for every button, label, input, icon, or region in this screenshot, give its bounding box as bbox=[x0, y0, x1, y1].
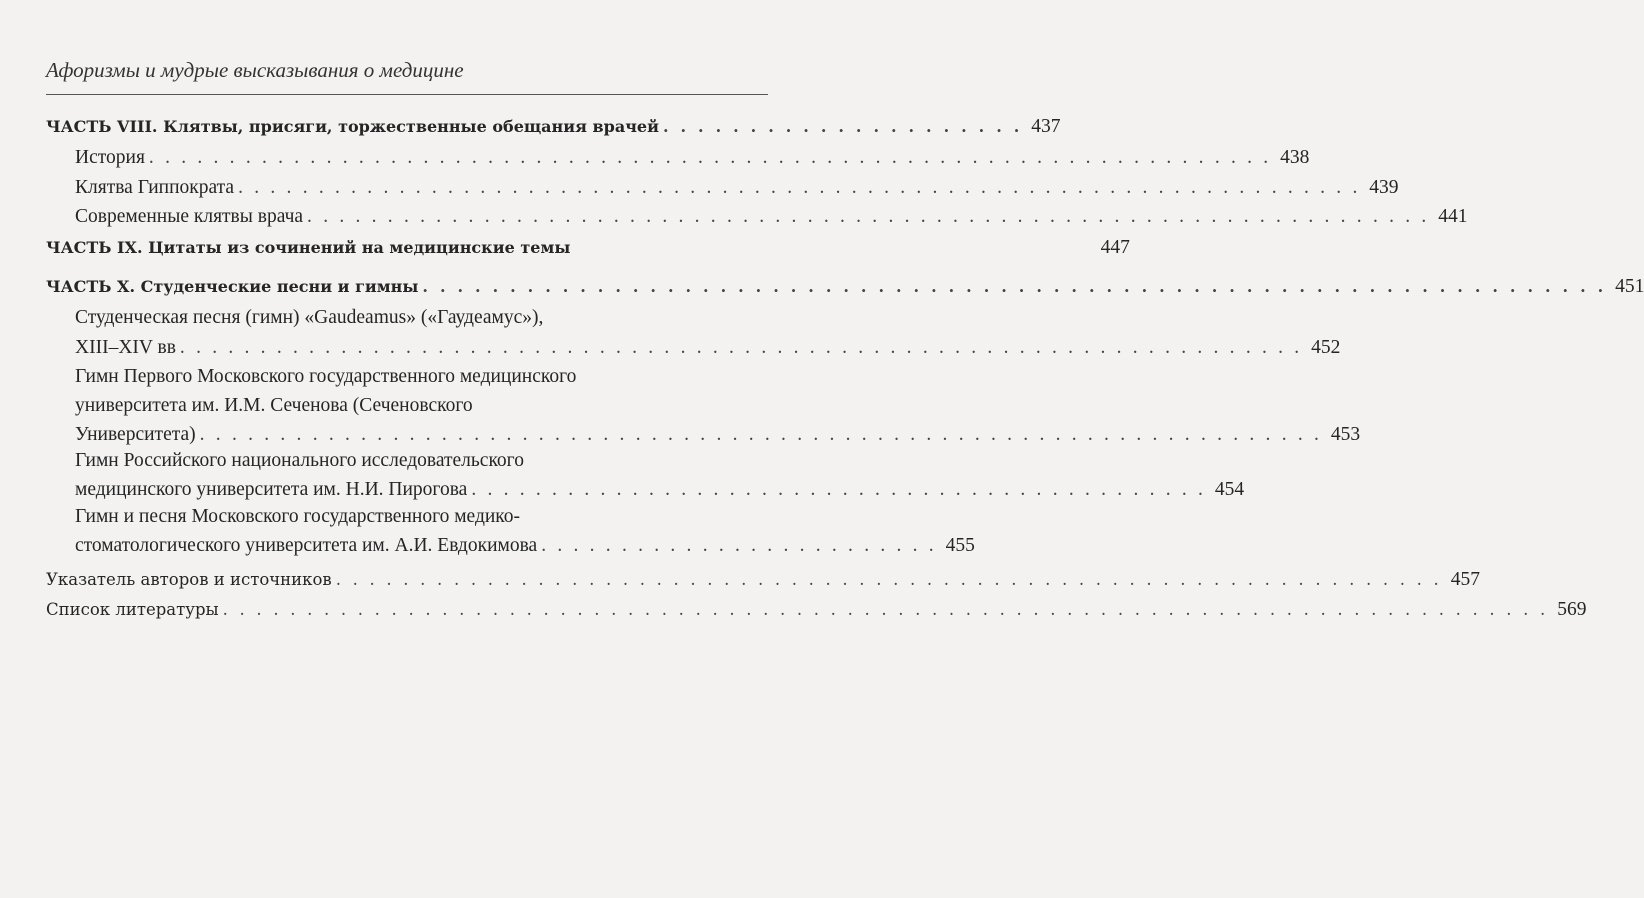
toc-entry-title-line: Студенческая песня (гимн) «Gaudeamus» («Гаудеамус»), bbox=[75, 307, 544, 328]
toc-page-number: 452 bbox=[1311, 337, 1341, 358]
toc-entry-title: История bbox=[75, 147, 145, 168]
toc-entry-title: Клятва Гиппократа bbox=[75, 177, 235, 198]
toc-entry-title-line: XIII–XIV вв bbox=[75, 337, 176, 358]
toc-entry-hippocratic-oath[interactable] bbox=[75, 175, 1399, 201]
leader-dots: . . . . . . . . . . . . . . . . . . . . . . . . . . . . . . . . . . . . . . . . . . . . . . . . . . . . . . . . . . . . . . . . . . . . . . bbox=[238, 177, 1361, 198]
leader-dots: . . . . . . . . . . . . . . . . . . . . . . . . . . . . . . . . . . . . . . . . . . . . . . . . . . . . . . . . . . . . . . . . . . . . . . bbox=[179, 337, 1303, 358]
toc-entry-gaudeamus[interactable] bbox=[75, 305, 1341, 361]
toc-entry-part-8[interactable] bbox=[46, 114, 1061, 140]
toc-entry-title-line: Гимн и песня Московского государственного медико- bbox=[75, 506, 521, 527]
toc-entry-sechenov-hymn[interactable] bbox=[75, 364, 1361, 448]
leader-dots bbox=[574, 235, 1091, 261]
leader-dots: . . . . . . . . . . . . . . . . . . . . . . . . . . . . . . . . . . . . . . . . . . . . . . . . . . . . . . . . . . . . . . . . . . . . . . bbox=[148, 147, 1272, 168]
toc-entry-title-line: стоматологического университета им. А.И. Евдокимова bbox=[75, 535, 538, 556]
running-head: Афоризмы и мудрые высказывания о медицине bbox=[46, 58, 464, 82]
toc-entry-title: ЧАСТЬ IX. Цитаты из сочинений на медицинские темы bbox=[46, 238, 571, 257]
toc-entry-evdokimov-hymn[interactable] bbox=[75, 504, 975, 559]
leader-dots: . . . . . . . . . . . . . . . . . . . . . . . . . . . . . . . . . . . . . . . . . . . . . . . . . . . . . . . . . . . . . . . . . . . . . . bbox=[307, 206, 1430, 227]
toc-page-number: 454 bbox=[1214, 479, 1245, 500]
toc-entry-title: ЧАСТЬ VIII. Клятвы, присяги, торжественные обещания врачей bbox=[46, 117, 659, 136]
leader-dots: . . . . . . . . . . . . . . . . . . . . . bbox=[662, 117, 1023, 136]
toc-entry-title: ЧАСТЬ X. Студенческие песни и гимны bbox=[46, 277, 419, 296]
toc-entry-title-line: Гимн Первого Московского государственного медицинского bbox=[75, 366, 577, 387]
leader-dots: . . . . . . . . . . . . . . . . . . . . . . . . . bbox=[541, 535, 937, 556]
leader-dots: . . . . . . . . . . . . . . . . . . . . . . . . . . . . . . . . . . . . . . . . . . . . . . . . . . . . . . . . . . . . . . . . . . . . . . bbox=[199, 424, 1323, 445]
toc-entry-title: Указатель авторов и источников bbox=[46, 570, 332, 589]
leader-dots: . . . . . . . . . . . . . . . . . . . . . . . . . . . . . . . . . . . . . . . . . . . . . . . . . . . . . . . . . . . . . . . . . . bbox=[335, 570, 1442, 589]
leader-dots: . . . . . . . . . . . . . . . . . . . . . . . . . . . . . . . . . . . . . . . . . . . . . . bbox=[471, 479, 1207, 500]
toc-page-number: 437 bbox=[1031, 116, 1061, 137]
toc-entry-bibliography[interactable] bbox=[46, 597, 1587, 623]
toc-entry-pirogov-hymn[interactable] bbox=[75, 448, 1245, 503]
toc-page-number: 451 bbox=[1615, 276, 1644, 297]
toc-entry-title-line: медицинского университета им. Н.И. Пирогова bbox=[75, 479, 468, 500]
leader-dots: . . . . . . . . . . . . . . . . . . . . . . . . . . . . . . . . . . . . . . . . . . . . . . . . . . . . . . . . . . . . . . . . . . . . bbox=[422, 277, 1607, 296]
toc-entry-title-line: Гимн Российского национального исследовательского bbox=[75, 450, 524, 471]
header-rule bbox=[46, 94, 768, 95]
leader-dots: . . . . . . . . . . . . . . . . . . . . . . . . . . . . . . . . . . . . . . . . . . . . . . . . . . . . . . . . . . . . . . . . . . . . . . . . . . . . . . . bbox=[222, 600, 1549, 619]
toc-entry-part-10[interactable] bbox=[46, 274, 1644, 300]
toc-entry-history[interactable] bbox=[75, 145, 1310, 171]
toc-entry-author-index[interactable] bbox=[46, 567, 1480, 593]
toc-page-number: 457 bbox=[1450, 569, 1480, 590]
toc-page-number: 438 bbox=[1280, 147, 1310, 168]
toc-entry-title-line: университета им. И.М. Сеченова (Сеченовского bbox=[75, 395, 473, 416]
toc-entry-title: Современные клятвы врача bbox=[75, 206, 304, 227]
toc-page-number: 441 bbox=[1438, 206, 1468, 227]
toc-entry-title: Список литературы bbox=[46, 600, 219, 619]
toc-page-number: 569 bbox=[1557, 599, 1587, 620]
toc-page-number: 439 bbox=[1369, 177, 1399, 198]
toc-page-number: 455 bbox=[945, 535, 975, 556]
toc-page-number: 447 bbox=[1100, 237, 1130, 258]
toc-entry-title-line: Университета) bbox=[75, 424, 196, 445]
toc-entry-modern-oaths[interactable] bbox=[75, 204, 1468, 230]
toc-page-number: 453 bbox=[1330, 424, 1361, 445]
toc-entry-part-9[interactable] bbox=[46, 235, 1130, 261]
